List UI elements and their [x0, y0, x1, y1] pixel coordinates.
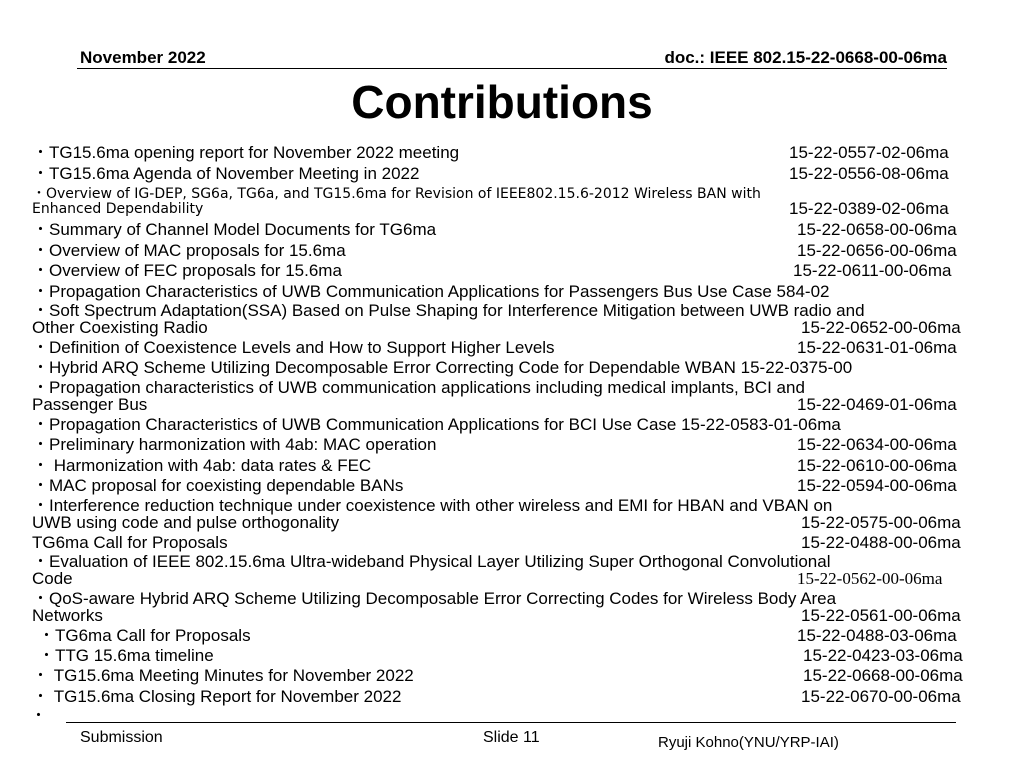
list-item-continuation: UWB using code and pulse orthogonality	[32, 513, 340, 532]
doc-number: 15-22-0557-02-06ma	[789, 143, 949, 162]
list-item: ・Propagation Characteristics of UWB Communication Applications for BCI Use Case 15-22-0583-01-06ma	[32, 415, 841, 434]
doc-number: 15-22-0575-00-06ma	[801, 513, 961, 532]
header-doc-number: doc.: IEEE 802.15-22-0668-00-06ma	[664, 48, 947, 67]
list-item: ・Overview of FEC proposals for 15.6ma	[32, 261, 342, 280]
list-item: ・TG15.6ma opening report for November 2022 meeting	[32, 143, 460, 162]
list-item: ・Definition of Coexistence Levels and How to Support Higher Levels	[32, 338, 555, 357]
list-item: ・Hybrid ARQ Scheme Utilizing Decomposable Error Correcting Code for Dependable WBAN 15-22-0375-00	[32, 358, 853, 377]
doc-number: 15-22-0634-00-06ma	[797, 435, 957, 454]
list-item: TG6ma Call for Proposals	[32, 533, 228, 552]
list-item: ・Preliminary harmonization with 4ab: MAC operation	[32, 435, 437, 454]
doc-number: 15-22-0611-00-06ma	[793, 261, 952, 280]
doc-number: 15-22-0656-00-06ma	[797, 241, 957, 260]
list-item: ・TTG 15.6ma timeline	[38, 646, 214, 665]
list-item: ・ TG15.6ma Meeting Minutes for November 2022	[32, 666, 414, 685]
footer-submission: Submission	[80, 729, 163, 746]
doc-number: 15-22-0556-08-06ma	[789, 164, 949, 183]
list-item: ・ TG15.6ma Closing Report for November 2022	[32, 687, 402, 706]
list-item-continuation: Other Coexisting Radio	[32, 318, 208, 337]
doc-number: 15-22-0423-03-06ma	[803, 646, 963, 665]
list-item-continuation: Code	[32, 569, 73, 588]
doc-number: 15-22-0668-00-06ma	[803, 666, 963, 685]
list-item: ・Propagation characteristics of UWB communication applications including medical implants, BCI and	[32, 378, 805, 397]
footer-slide-number: Slide 11	[483, 729, 540, 746]
list-item: ・Soft Spectrum Adaptation(SSA) Based on Pulse Shaping for Interference Mitigation between UWB radio and	[32, 301, 865, 320]
list-item: ・QoS-aware Hybrid ARQ Scheme Utilizing Decomposable Error Correcting Codes for Wireless Body Area	[32, 589, 837, 608]
list-item: ・Overview of MAC proposals for 15.6ma	[32, 241, 346, 260]
footer-author: Ryuji Kohno(YNU/YRP-IAI)	[658, 734, 839, 751]
doc-number: 15-22-0562-00-06ma	[797, 569, 943, 588]
doc-number: 15-22-0561-00-06ma	[801, 606, 961, 625]
list-item: ・TG15.6ma Agenda of November Meeting in 2022	[32, 164, 420, 183]
list-item: ・TG6ma Call for Proposals	[38, 626, 251, 645]
list-item: ・Overview of IG-DEP, SG6a, TG6a, and TG15.6ma for Revision of IEEE802.15.6-2012 Wireless BAN with	[32, 186, 761, 202]
doc-number: 15-22-0610-00-06ma	[797, 456, 957, 475]
list-item: ・Evaluation of IEEE 802.15.6ma Ultra-wideband Physical Layer Utilizing Super Orthogonal Convolutional	[32, 552, 831, 571]
list-item-continuation: Passenger Bus	[32, 395, 148, 414]
list-item: ・Interference reduction technique under coexistence with other wireless and EMI for HBAN and VBAN on	[32, 496, 833, 515]
doc-number: 15-22-0488-00-06ma	[801, 533, 961, 552]
doc-number: 15-22-0488-03-06ma	[797, 626, 957, 645]
doc-number: 15-22-0594-00-06ma	[797, 476, 957, 495]
doc-number: 15-22-0658-00-06ma	[797, 220, 957, 239]
list-item-empty-bullet: ・	[30, 706, 47, 725]
header-date: November 2022	[80, 48, 206, 67]
list-item: ・Propagation Characteristics of UWB Communication Applications for Passengers Bus Use Case 584-02	[32, 282, 830, 301]
slide-title: Contributions	[351, 76, 653, 128]
list-item-continuation: Enhanced Dependability	[32, 201, 204, 217]
list-item: ・ Harmonization with 4ab: data rates & FEC	[32, 456, 372, 475]
list-item: ・MAC proposal for coexisting dependable BANs	[32, 476, 404, 495]
doc-number: 15-22-0389-02-06ma	[789, 199, 949, 218]
doc-number: 15-22-0652-00-06ma	[801, 318, 961, 337]
footer-divider	[66, 722, 956, 723]
header-divider	[77, 68, 947, 69]
list-item-continuation: Networks	[32, 606, 103, 625]
doc-number: 15-22-0631-01-06ma	[797, 338, 957, 357]
doc-number: 15-22-0469-01-06ma	[797, 395, 957, 414]
list-item: ・Summary of Channel Model Documents for TG6ma	[32, 220, 437, 239]
doc-number: 15-22-0670-00-06ma	[801, 687, 961, 706]
